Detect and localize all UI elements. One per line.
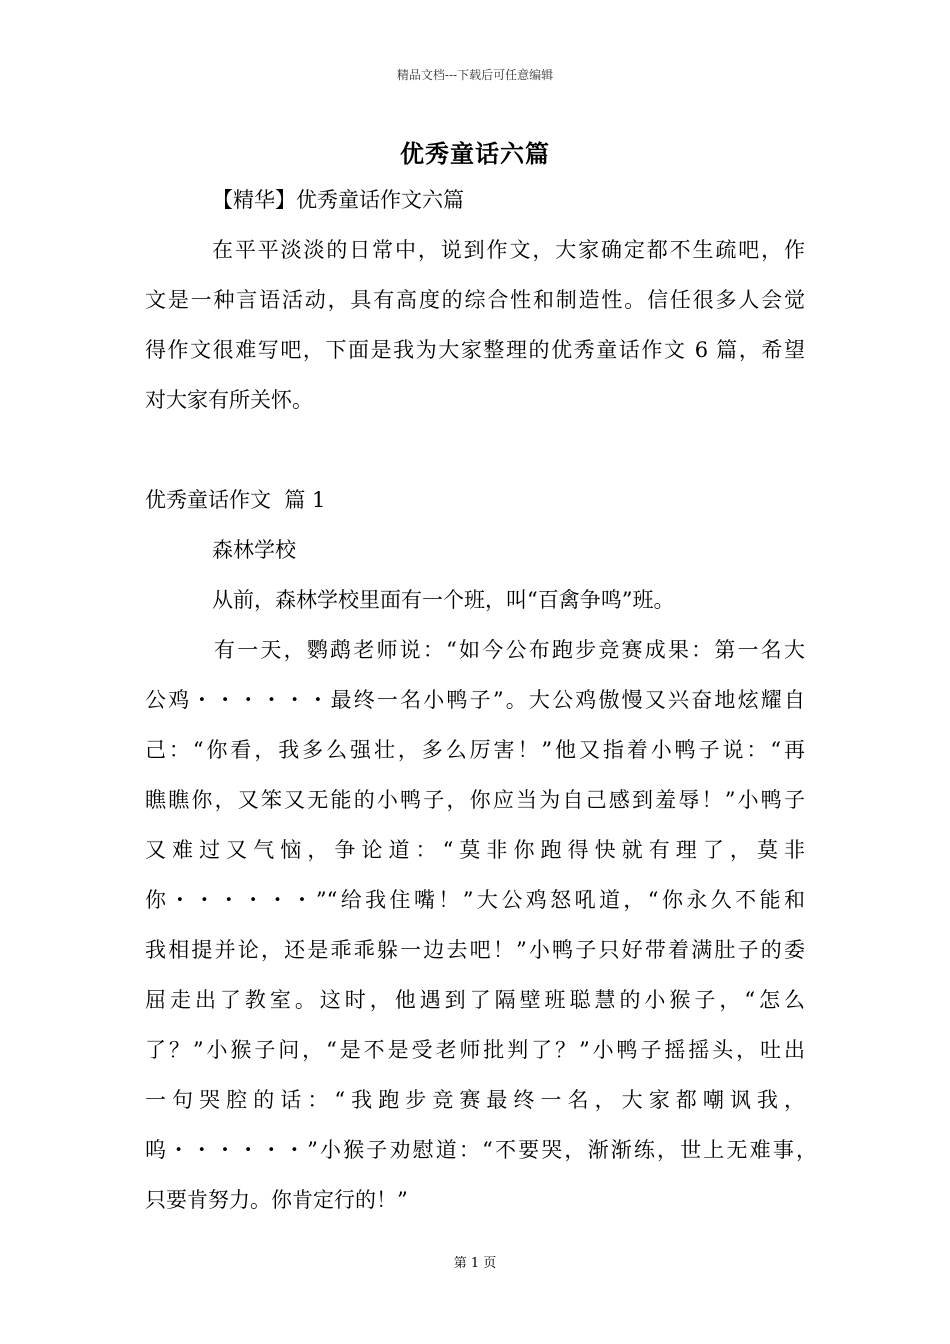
intro-line: 得作文很难写吧，下面是我为大家整理的优秀童话作文 6 篇，希望 <box>145 338 805 362</box>
page-header: 精品文档---下载后可任意编辑 <box>396 68 554 82</box>
story-line: 我相提并论，还是乖乖躲一边去吧！”小鸭子只好带着满肚子的委 <box>145 938 805 962</box>
story-line: 一句哭腔的话：“我跑步竞赛最终一名，大家都嘲讽我， <box>145 1088 805 1112</box>
intro-line: 在平平淡淡的日常中，说到作文，大家确定都不生疏吧，作 <box>212 238 805 262</box>
page-number: 第 1 页 <box>453 1256 497 1271</box>
story-line: 有一天，鹦鹉老师说：“如今公布跑步竞赛成果：第一名大 <box>214 638 805 662</box>
story-line: 呜・・・・・・”小猴子劝慰道：“不要哭，渐渐练，世上无难事， <box>145 1138 817 1162</box>
intro-line: 文是一种言语活动，具有高度的综合性和制造性。信任很多人会觉 <box>145 288 805 312</box>
document-title: 优秀童话六篇 <box>400 139 550 168</box>
story-title: 森林学校 <box>212 538 296 562</box>
story-line: 公鸡・・・・・・最终一名小鸭子”。大公鸡傲慢又兴奋地炫耀自 <box>145 688 805 712</box>
story-line: 你・・・・・・”“给我住嘴！”大公鸡怒吼道，“你永久不能和 <box>145 888 805 912</box>
story-line: 己：“你看，我多么强壮，多么厉害！”他又指着小鸭子说：“再 <box>145 738 805 762</box>
story-line: 只要肯努力。你肯定行的！” <box>145 1188 408 1212</box>
intro-line: 对大家有所关怀。 <box>145 388 313 412</box>
story-line: 瞧瞧你，又笨又无能的小鸭子，你应当为自己感到羞辱！”小鸭子 <box>145 788 805 812</box>
story-line: 又难过又气恼，争论道：“莫非你跑得快就有理了，莫非 <box>145 838 805 862</box>
story-line: 了？”小猴子问，“是不是受老师批判了？”小鸭子摇摇头，吐出 <box>145 1038 805 1062</box>
section-heading: 优秀童话作文 篇 1 <box>145 488 326 512</box>
document-subtitle: 【精华】优秀童话作文六篇 <box>212 188 464 212</box>
story-line: 从前，森林学校里面有一个班，叫“百禽争鸣”班。 <box>212 588 675 612</box>
story-line: 屈走出了教室。这时，他遇到了隔壁班聪慧的小猴子，“怎么 <box>145 988 805 1012</box>
